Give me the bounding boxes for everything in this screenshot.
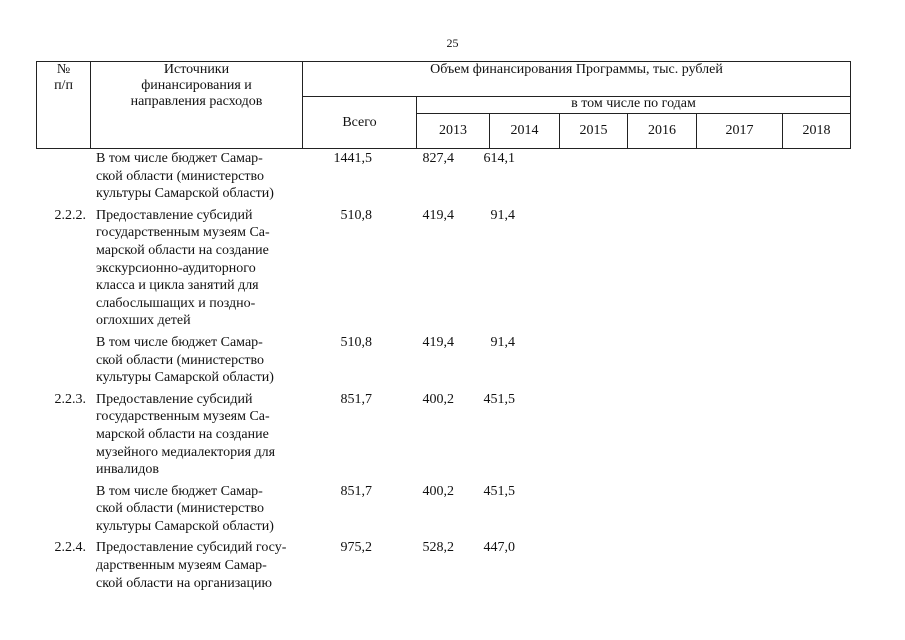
page-number: 25 xyxy=(446,36,459,50)
row-value-2014: 447,0 xyxy=(483,540,515,556)
header-year-2013: 2013 xyxy=(417,114,490,149)
row-value-2014: 451,5 xyxy=(483,483,515,499)
row-value-2014: 614,1 xyxy=(483,151,515,166)
row-total: 851,7 xyxy=(340,391,372,407)
header-funding-title: Объем финансирования Программы, тыс. рублей xyxy=(303,62,851,97)
header-source-line1: Источники xyxy=(163,62,230,77)
header-number-line2: п/п xyxy=(54,78,73,93)
header-total: Всего xyxy=(303,97,417,149)
header-col-number xyxy=(37,62,91,149)
row-total: 1441,5 xyxy=(333,151,372,166)
row-value-2014: 91,4 xyxy=(490,207,515,223)
row-description-line: культуры Самарской области) xyxy=(96,370,274,386)
row-description-line: ской области (министерство xyxy=(96,168,264,184)
row-description xyxy=(96,391,308,479)
row-value-2013: 400,2 xyxy=(422,483,454,499)
row-description-line: В том числе бюджет Самар- xyxy=(96,483,263,499)
row-description-line: ской области (министерство xyxy=(96,352,264,368)
row-description xyxy=(96,207,308,330)
row-description-line: государственным музеям Са- xyxy=(96,225,270,241)
row-description-line: музейного медиалектория для xyxy=(96,444,276,460)
row-description-line: Предоставление субсидий xyxy=(96,207,253,223)
table-row xyxy=(36,391,850,479)
row-description-line: инвалидов xyxy=(96,462,159,478)
row-description xyxy=(96,334,308,387)
header-by-year: в том числе по годам xyxy=(417,97,851,114)
row-description-line: культуры Самарской области) xyxy=(96,518,274,534)
row-description-line: оглохших детей xyxy=(96,313,191,329)
row-description xyxy=(96,483,308,536)
row-description-line: ской области (министерство xyxy=(96,501,264,517)
row-description-line: культуры Самарской области) xyxy=(96,186,274,202)
header-col-source xyxy=(91,62,303,149)
row-description xyxy=(96,539,308,592)
header-year-2018: 2018 xyxy=(783,114,851,149)
header-year-2017: 2017 xyxy=(697,114,783,149)
row-number: 2.2.3. xyxy=(54,391,86,407)
row-value-2013: 419,4 xyxy=(422,334,454,350)
row-value-2013: 419,4 xyxy=(422,207,454,223)
row-total: 975,2 xyxy=(340,540,372,556)
header-year-2015: 2015 xyxy=(560,114,628,149)
row-number: 2.2.4. xyxy=(54,540,86,556)
row-description-line: дарственным музеям Самар- xyxy=(96,558,267,574)
row-description-line: класса и цикла занятий для xyxy=(96,278,259,294)
table-header xyxy=(36,61,851,149)
table-row xyxy=(36,334,850,387)
row-description-line: Предоставление субсидий госу- xyxy=(96,540,287,556)
header-year-2014: 2014 xyxy=(490,114,560,149)
row-description-line: экскурсионно-аудиторного xyxy=(96,260,256,276)
header-source-line2: финансирования и xyxy=(141,78,252,93)
header-source-line3: направления расходов xyxy=(130,94,263,109)
row-total: 510,8 xyxy=(340,207,372,223)
row-value-2013: 827,4 xyxy=(422,151,454,166)
row-description-line: слабослышащих и поздно- xyxy=(96,295,256,311)
row-description xyxy=(96,150,308,203)
row-description-line: ской области на организацию xyxy=(96,575,272,591)
row-total: 510,8 xyxy=(340,334,372,350)
row-value-2013: 400,2 xyxy=(422,391,454,407)
row-description-line: В том числе бюджет Самар- xyxy=(96,334,263,350)
table-row xyxy=(36,150,850,203)
row-description-line: марской области на создание xyxy=(96,242,269,258)
row-value-2014: 451,5 xyxy=(483,391,515,407)
row-total: 851,7 xyxy=(340,483,372,499)
header-year-2016: 2016 xyxy=(628,114,697,149)
row-description-line: Предоставление субсидий xyxy=(96,391,253,407)
row-description-line: марской области на создание xyxy=(96,426,269,442)
table-row xyxy=(36,539,850,592)
row-value-2013: 528,2 xyxy=(422,540,454,556)
row-description-line: В том числе бюджет Самар- xyxy=(96,151,263,166)
row-description-line: государственным музеям Са- xyxy=(96,409,270,425)
table-row xyxy=(36,483,850,536)
table-row xyxy=(36,207,850,330)
table-body xyxy=(36,150,850,592)
header-number-line1: № xyxy=(56,62,71,77)
row-number: 2.2.2. xyxy=(54,207,86,223)
row-value-2014: 91,4 xyxy=(490,334,515,350)
